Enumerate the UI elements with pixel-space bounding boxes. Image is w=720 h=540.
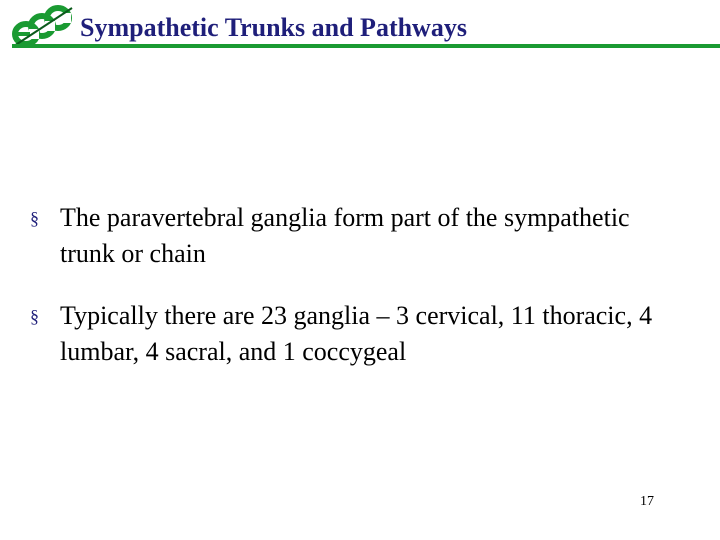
- bullet-text: Typically there are 23 ganglia – 3 cervical, 11 thoracic, 4 lumbar, 4 sacral, and 1 coccygeal: [60, 301, 653, 366]
- slide-title: Sympathetic Trunks and Pathways: [80, 13, 467, 42]
- bullet-marker-icon: §: [30, 208, 39, 228]
- bullet-item: [30, 200, 690, 272]
- bullet-item: [30, 298, 690, 370]
- ecc-logo-icon: [12, 4, 76, 48]
- page-number: 17: [640, 494, 654, 509]
- bullet-list: [30, 200, 690, 396]
- bullet-marker-icon: §: [30, 306, 39, 326]
- bullet-text: The paravertebral ganglia form part of the sympathetic trunk or chain: [60, 203, 630, 268]
- title-divider: [12, 44, 720, 48]
